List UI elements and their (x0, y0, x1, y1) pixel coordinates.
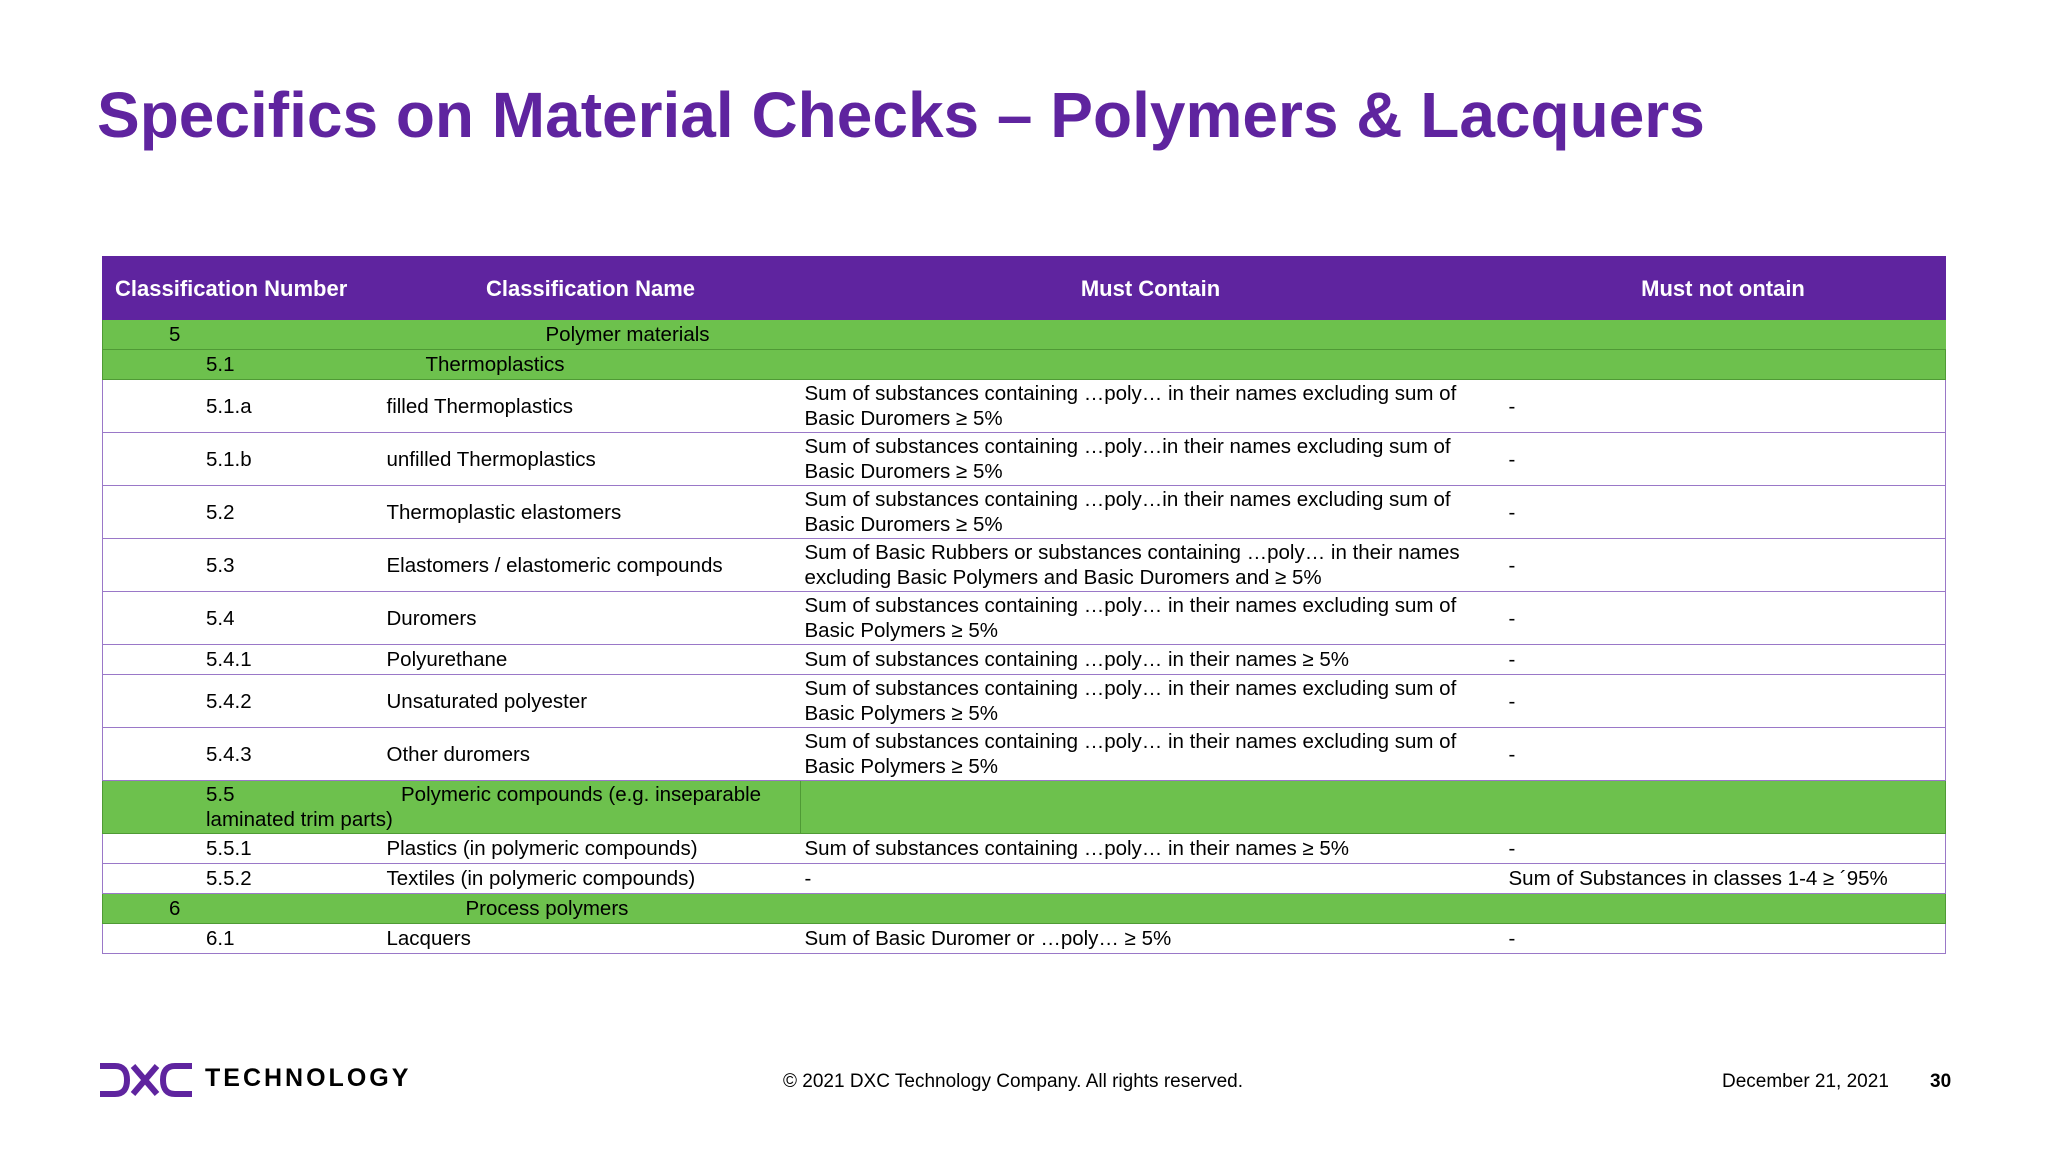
row-number: 5.5.1 (103, 834, 381, 864)
table-row (103, 645, 1946, 675)
row-must-not-contain: - (1501, 834, 1946, 864)
dxc-logo (97, 1061, 417, 1099)
copyright-text: © 2021 DXC Technology Company. All rights reserved. (783, 1071, 1244, 1092)
row-must-not-contain: - (1501, 924, 1946, 954)
row-name: Other duromers (381, 728, 801, 781)
row-number: 6 (103, 894, 381, 924)
header-classification-name: Classification Name (381, 257, 801, 320)
table-row (103, 592, 1946, 645)
row-must-not-contain: - (1501, 433, 1946, 486)
row-must-contain: Sum of substances containing …poly… in their names excluding sum of Basic Duromers ≥ 5% (801, 380, 1501, 433)
dxc-logo-icon (97, 1061, 197, 1099)
row-must-contain: - (801, 864, 1501, 894)
table-row-group (103, 320, 1946, 350)
table-row (103, 486, 1946, 539)
row-number: 5.5.2 (103, 864, 381, 894)
row-name: Unsaturated polyester (381, 675, 801, 728)
row-name: Thermoplastics (381, 350, 1946, 380)
row-number: 5.1.a (103, 380, 381, 433)
table-row (103, 539, 1946, 592)
table-row (103, 834, 1946, 864)
row-name: Elastomers / elastomeric compounds (381, 539, 801, 592)
row-number-and-name (103, 781, 801, 834)
row-number: 5.5 (206, 783, 235, 806)
header-must-not-contain: Must not ontain (1501, 257, 1946, 320)
row-number: 5.4 (103, 592, 381, 645)
row-must-contain: Sum of Basic Rubbers or substances containing …poly… in their names excluding Basic Polymers and Basic Duromers and ≥ 5% (801, 539, 1501, 592)
row-must-not-contain: - (1501, 645, 1946, 675)
row-must-contain: Sum of substances containing …poly… in their names ≥ 5% (801, 834, 1501, 864)
row-number: 5.1.b (103, 433, 381, 486)
row-must-contain: Sum of substances containing …poly… in their names excluding sum of Basic Polymers ≥ 5% (801, 592, 1501, 645)
row-name: Duromers (381, 592, 801, 645)
classification-table (102, 256, 1946, 954)
row-empty (801, 781, 1946, 834)
row-number: 5 (103, 320, 381, 350)
row-name: Lacquers (381, 924, 801, 954)
table-row (103, 924, 1946, 954)
row-must-not-contain: Sum of Substances in classes 1-4 ≥ ´95% (1501, 864, 1946, 894)
row-must-contain: Sum of substances containing …poly… in their names excluding sum of Basic Polymers ≥ 5% (801, 728, 1501, 781)
row-name: Polymer materials (381, 320, 1946, 350)
row-name: Polyurethane (381, 645, 801, 675)
row-name: Textiles (in polymeric compounds) (381, 864, 801, 894)
row-name: filled Thermoplastics (381, 380, 801, 433)
row-must-contain: Sum of substances containing …poly…in their names excluding sum of Basic Duromers ≥ 5% (801, 433, 1501, 486)
row-must-not-contain: - (1501, 728, 1946, 781)
row-must-contain: Sum of substances containing …poly… in their names ≥ 5% (801, 645, 1501, 675)
table-row-group (103, 350, 1946, 380)
table-row (103, 675, 1946, 728)
row-must-not-contain: - (1501, 486, 1946, 539)
row-must-not-contain: - (1501, 592, 1946, 645)
row-number: 6.1 (103, 924, 381, 954)
table-row-group (103, 894, 1946, 924)
row-name: Polymeric compounds (e.g. inseparable laminated trim parts) (206, 783, 762, 831)
table-row-group (103, 781, 1946, 834)
row-number: 5.4.1 (103, 645, 381, 675)
row-must-not-contain: - (1501, 539, 1946, 592)
slide-title: Specifics on Material Checks – Polymers & Lacquers (97, 79, 1705, 151)
row-name: unfilled Thermoplastics (381, 433, 801, 486)
row-number: 5.2 (103, 486, 381, 539)
page-number: 30 (1930, 1071, 1952, 1092)
table-row (103, 380, 1946, 433)
row-must-contain: Sum of Basic Duromer or …poly… ≥ 5% (801, 924, 1501, 954)
row-name: Thermoplastic elastomers (381, 486, 801, 539)
row-must-contain: Sum of substances containing …poly… in their names excluding sum of Basic Polymers ≥ 5% (801, 675, 1501, 728)
row-number: 5.4.3 (103, 728, 381, 781)
row-name: Plastics (in polymeric compounds) (381, 834, 801, 864)
row-number: 5.1 (103, 350, 381, 380)
row-must-contain: Sum of substances containing …poly…in their names excluding sum of Basic Duromers ≥ 5% (801, 486, 1501, 539)
header-classification-number: Classification Number (103, 257, 381, 320)
table-header-row (103, 257, 1946, 320)
row-number: 5.4.2 (103, 675, 381, 728)
table-row (103, 728, 1946, 781)
date-text: December 21, 2021 (1722, 1071, 1889, 1092)
row-must-not-contain: - (1501, 675, 1946, 728)
table-row (103, 864, 1946, 894)
table-row (103, 433, 1946, 486)
header-must-contain: Must Contain (801, 257, 1501, 320)
logo-wordmark: TECHNOLOGY (205, 1064, 412, 1092)
row-number: 5.3 (103, 539, 381, 592)
row-name: Process polymers (381, 894, 1946, 924)
row-must-not-contain: - (1501, 380, 1946, 433)
